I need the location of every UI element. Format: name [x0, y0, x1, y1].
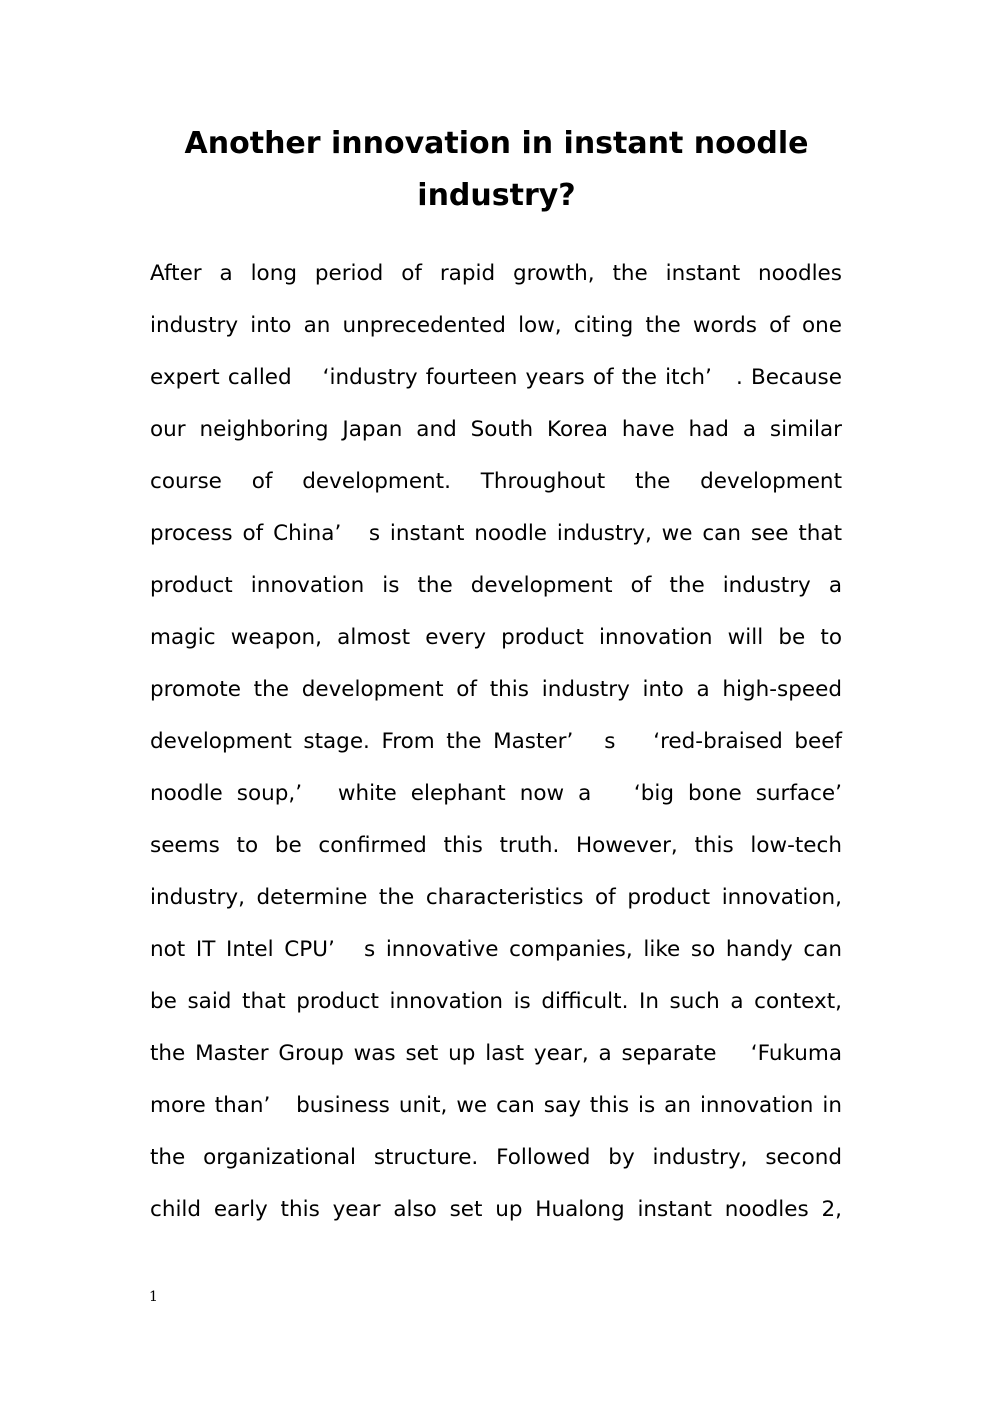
body-line-10: development stage. From the Master’ s ‘red-braised beef [150, 729, 842, 754]
body-line-14: not IT Intel CPU’ s innovative companies, like so handy can [150, 937, 842, 962]
body-line-4: our neighboring Japan and South Korea have had a similar [150, 417, 842, 442]
body-line-5: course of development. Throughout the development [150, 469, 842, 494]
body-line-18: the organizational structure. Followed by industry, second [150, 1145, 842, 1170]
body-line-1: After a long period of rapid growth, the instant noodles [150, 261, 842, 286]
body-line-16: the Master Group was set up last year, a separate ‘Fukuma [150, 1041, 842, 1066]
body-paragraph [150, 248, 842, 1236]
body-line-9: promote the development of this industry into a high-speed [150, 677, 842, 702]
body-line-3: expert called ‘industry fourteen years of the itch’ . Because [150, 365, 842, 390]
body-line-7: product innovation is the development of the industry a [150, 573, 842, 598]
body-line-12: seems to be confirmed this truth. However, this low-tech [150, 833, 842, 858]
body-line-11: noodle soup,’ white elephant now a ‘big bone surface’ [150, 781, 842, 806]
body-line-8: magic weapon, almost every product innovation will be to [150, 625, 842, 650]
title-line-2: industry? [417, 178, 576, 213]
page-number: 1 [149, 1289, 158, 1305]
body-line-19: child early this year also set up Hualong instant noodles 2, [150, 1197, 842, 1222]
body-line-2: industry into an unprecedented low, citing the words of one [150, 313, 842, 338]
body-line-6: process of China’ s instant noodle industry, we can see that [150, 521, 842, 546]
body-line-15: be said that product innovation is difficult. In such a context, [150, 989, 842, 1014]
body-line-13: industry, determine the characteristics of product innovation, [150, 885, 842, 910]
title-line-1: Another innovation in instant noodle [184, 126, 809, 161]
body-line-17: more than’ business unit, we can say this is an innovation in [150, 1093, 842, 1118]
